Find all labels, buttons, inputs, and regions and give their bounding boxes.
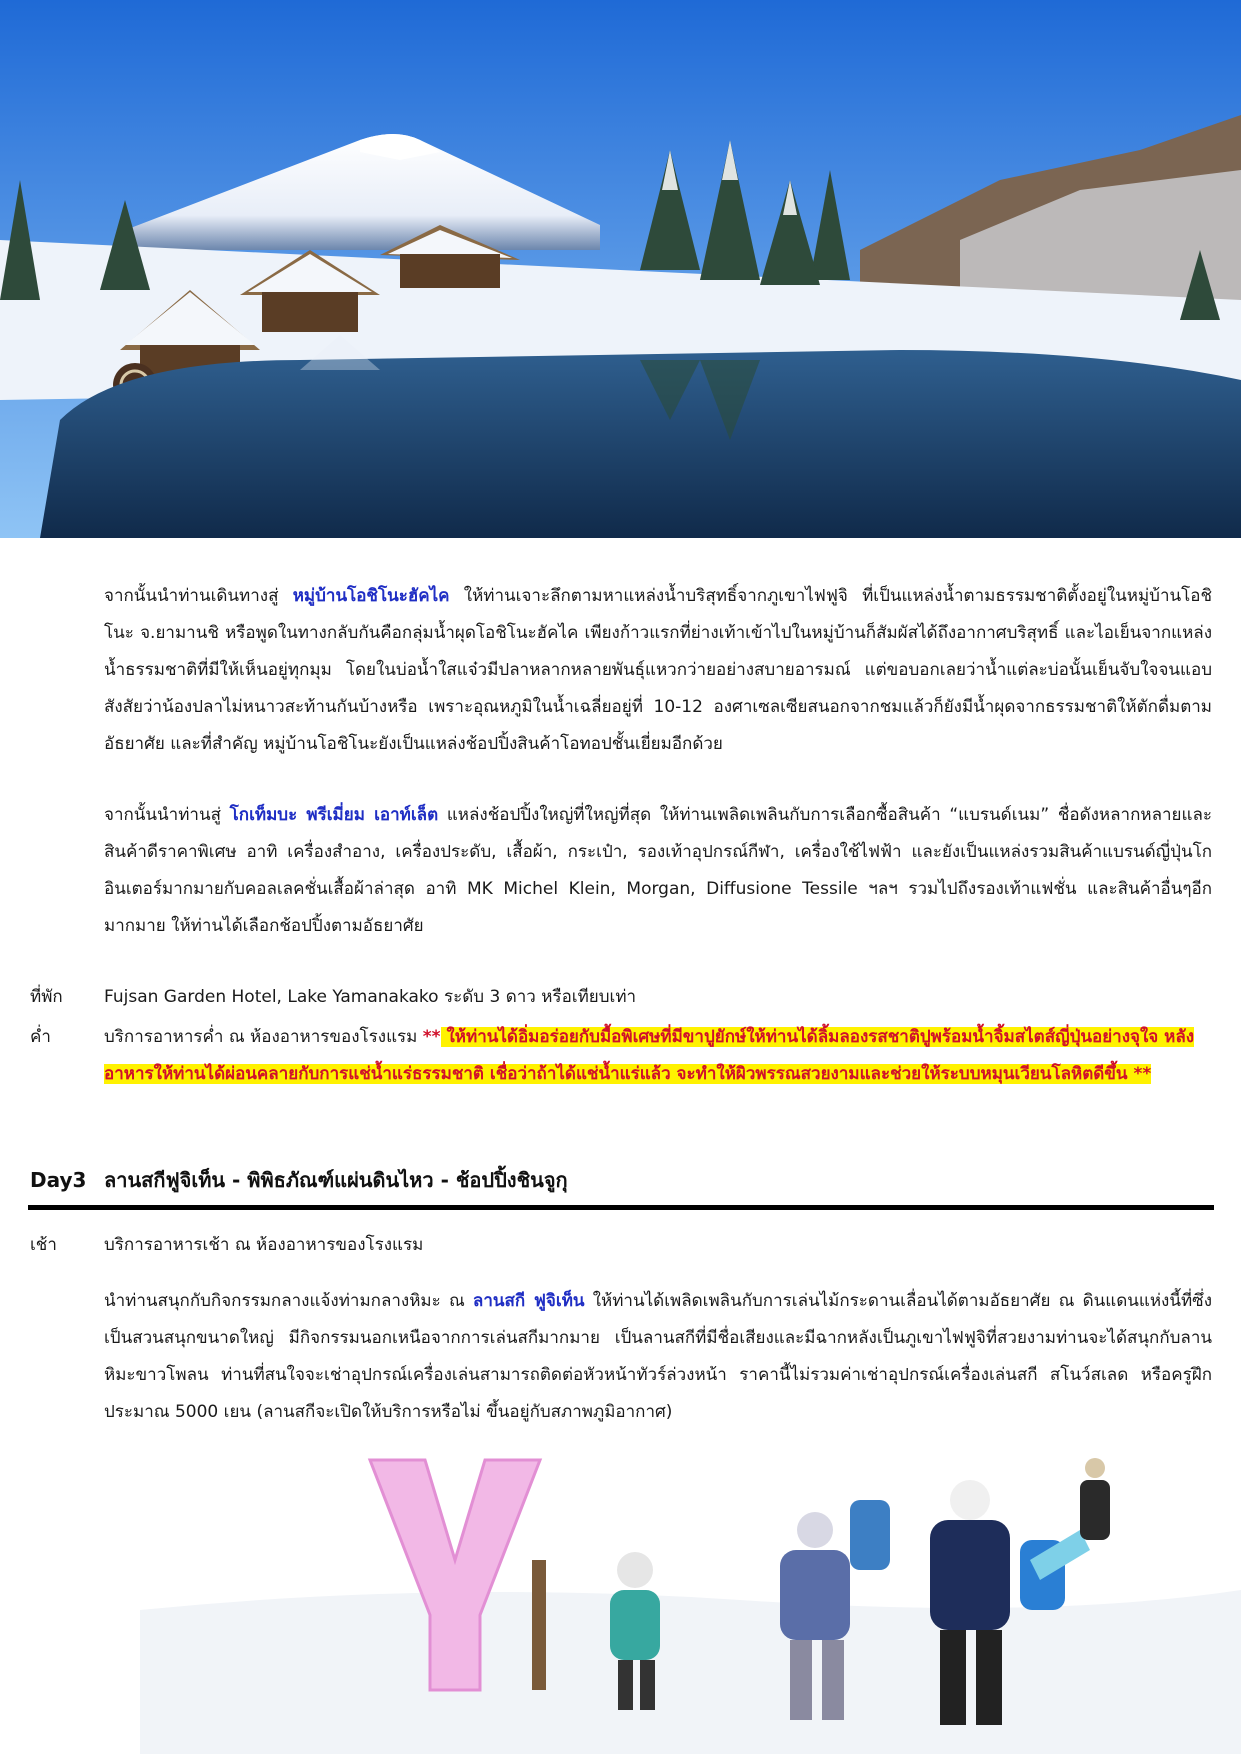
day-title: ลานสกีฟูจิเท็น - พิพิธภัณฑ์แผ่นดินไหว - ช้อปปิ้งชินจูกุ: [104, 1168, 568, 1192]
gotemba-outlet-link: โกเท็มบะ พรีเมี่ยม เอาท์เล็ต: [229, 805, 439, 825]
fuji-village-illustration: [0, 0, 1241, 538]
para1-body: ให้ท่านเจาะลึกตามหาแหล่งน้ำบริสุทธิ์จากภูเขาไฟฟูจิ ที่เป็นแหล่งน้ำตามธรรมชาติตั้งอยู่ในหมู่บ้านโอชิโนะ จ.ยามานชิ หรือพูดในทางกลับกันคือกลุ่มน้ำผุดโอชิโนะฮัคไค เพียงก้าวแรกที่ย่างเท้าเข้าไปในหมู่บ้านก็สัมผัสได้ถึงอากาศบริสุทธิ์ และไอเย็นจากแหล่งน้ำธรรมชาติที่มีให้เห็นอยู่ทุกมุม โดยในบ่อน้ำใสแจ๋วมีปลาหลากหลายพันธุ์แหวกว่ายอย่างสบายอารมณ์ แต่ขอบอกเลยว่าน้ำแต่ละบ่อนั้นเย็นจับใจจนแอบสังสัยว่าน้องปลาไม่หนาวสะท้านกันบ้างหรือ เพราะอุณหภูมิในน้ำเฉลี่ยอยู่ที่ 10-12 องศาเซลเซียสนอกจากชมแล้วก็ยังมีน้ำผุดจากธรรมชาติให้ตักดื่มตามอัธยาศัย และที่สำคัญ หมู่บ้านโอชิโนะยังเป็นแหล่งช้อปปิ้งสินค้าโอทอปชั้นเยี่ยมอีกด้วย: [104, 586, 1212, 754]
para2-body: แหล่งช้อปปิ้งใหญ่ที่ใหญ่ที่สุด ให้ท่านเพลิดเพลินกับการเลือกซื้อสินค้า “แบรนด์เนม” ชื่อดังหลากหลายและสินค้าดีราคาพิเศษ อาทิ เครื่องสำอาง, เครื่องประดับ, เสื้อผ้า, กระเป๋า, รองเท้าอุปกรณ์กีฬา, เครื่องใช้ไฟฟ้า และยังเป็นแหล่งรวมสินค้าแบรนด์ญี่ปุ่นโกอินเตอร์มากมายกับคอลเลคชั่นเสื้อผ้าล่าสุด อาทิ MK Michel Klein, Morgan, Diffusione Tessile ฯลฯ รวมไปถึงรองเท้าแฟชั่น และสินค้าอื่นๆอีกมากมาย ให้ท่านได้เลือกช้อปปิ้งตามอัธยาศัย: [104, 805, 1213, 936]
ski-kids-illustration: [140, 1440, 1241, 1754]
para2-intro: จากนั้นนำท่านสู่: [104, 805, 230, 825]
breakfast-text: บริการอาหารเช้า ณ ห้องอาหารของโรงแรม: [104, 1235, 424, 1255]
ski-photo: [140, 1440, 1241, 1754]
oshino-paragraph: [104, 578, 1212, 763]
para1-intro: จากนั้นนำท่านเดินทางสู่: [104, 586, 293, 606]
breakfast-label: เช้า: [30, 1235, 57, 1255]
dinner-intro: บริการอาหารค่ำ ณ ห้องอาหารของโรงแรม: [104, 1027, 423, 1047]
para3-intro: นำท่านสนุกกับกิจกรรมกลางแจ้งท่ามกลางหิมะ ณ: [104, 1291, 473, 1311]
day-heading: [30, 1163, 568, 1197]
hotel-label: ที่พัก: [30, 987, 63, 1007]
day-divider: [28, 1205, 1214, 1210]
hero-photo: [0, 0, 1241, 538]
dinner-label: ค่ำ: [30, 1027, 51, 1047]
dinner-special-note: ให้ท่านได้อิ่มอร่อยกับมื้อพิเศษที่มีขาปูยักษ์ให้ท่านได้ลิ้มลองรสชาติปูพร้อมน้ำจิ้มสไตส์ญี่ปุ่นอย่างจุใจ หลังอาหารให้ท่านได้ผ่อนคลายกับการแช่น้ำแร่ธรรมชาติ เชื่อว่าถ้าได้แช่น้ำแร่แล้ว จะทำให้ผิวพรรณสวยงามและช่วยให้ระบบหมุนเวียนโลหิตดีขึ้น: [104, 1027, 1195, 1084]
dinner-stars-open: **: [422, 1027, 441, 1047]
dinner-text: [104, 1019, 1212, 1093]
para3-body: ให้ท่านได้เพลิดเพลินกับการเล่นไม้กระดานเลื่อนได้ตามอัธยาศัย ณ ดินแดนแห่งนี้ที่ซึ่งเป็นสวนสนุกขนาดใหญ่ มีกิจกรรมนอกเหนือจากการเล่นสกีมากมาย เป็นลานสกีที่มีชื่อเสียงและมีฉากหลังเป็นภูเขาไฟฟูจิที่สวยงามท่านจะได้สนุกกับลานหิมะขาวโพลน ท่านที่สนใจจะเช่าอุปกรณ์เครื่องเล่นสามารถติดต่อหัวหน้าทัวร์ล่วงหน้า ราคานี้ไม่รวมค่าเช่าอุปกรณ์เครื่องเล่นสกี สโนว์สเลด หรือครูฝึก ประมาณ 5000 เยน (ลานสกีจะเปิดให้บริการหรือไม่ ขึ้นอยู่กับสภาพภูมิอากาศ): [104, 1291, 1212, 1422]
gotemba-paragraph: [104, 797, 1212, 945]
fujiten-paragraph: [104, 1283, 1212, 1431]
oshino-hakkai-link: หมู่บ้านโอชิโนะฮัคไค: [292, 586, 450, 606]
hotel-text: Fujsan Garden Hotel, Lake Yamanakako ระดับ 3 ดาว หรือเทียบเท่า: [104, 987, 637, 1007]
day-label: Day3: [30, 1168, 87, 1192]
fujiten-ski-link: ลานสกี ฟูจิเท็น: [472, 1291, 585, 1311]
dinner-stars-close: **: [1127, 1064, 1152, 1084]
